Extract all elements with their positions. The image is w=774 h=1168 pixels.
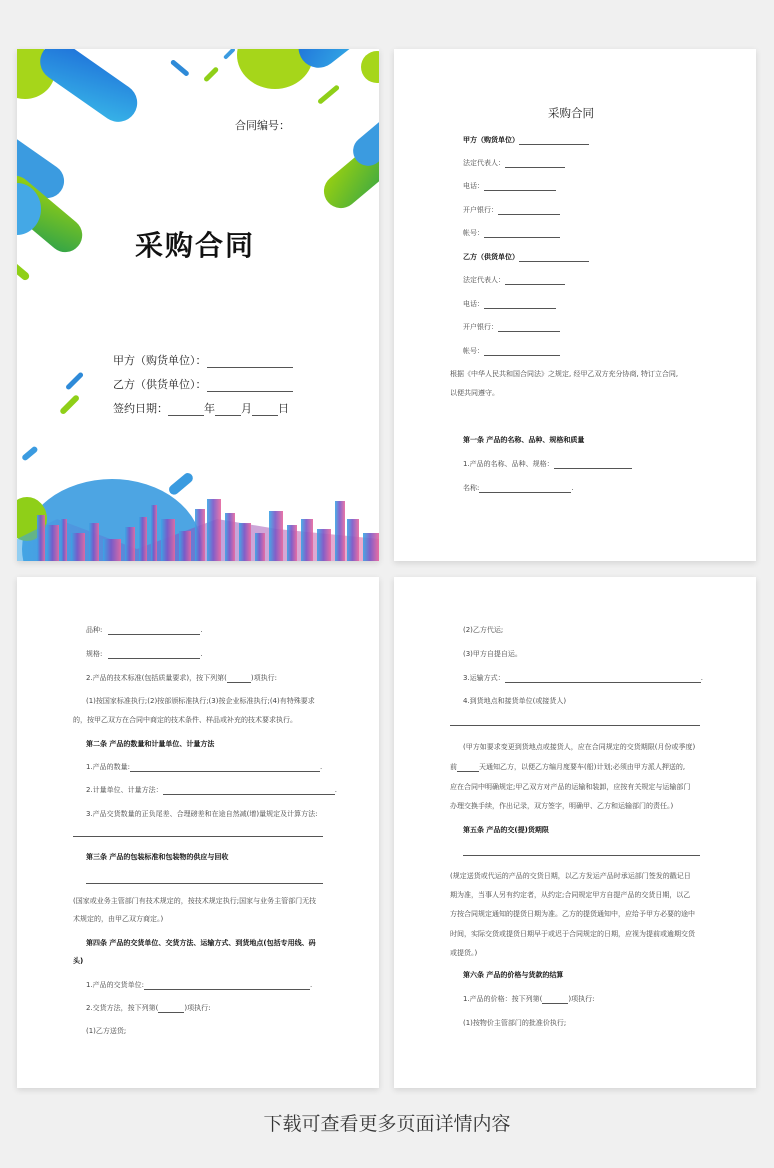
phone-b-label: 电话：: [463, 300, 484, 308]
article-1-name: 名称: .: [463, 484, 574, 492]
blank: [498, 206, 560, 215]
quantity-row: 1.产品的数量: .: [86, 763, 323, 771]
cover-page: [17, 49, 379, 561]
change-note-line-2: [450, 763, 685, 772]
intro-line-1: 根据《中华人民共和国合同法》之规定, 经甲乙双方充分协商, 特订立合同,: [450, 370, 679, 378]
contract-number-label: 合同编号：: [235, 119, 290, 132]
delivery-unit-label: 1.产品的交货单位:: [86, 981, 145, 989]
bank-b: [463, 323, 560, 332]
transport-label: 3.运输方式：: [463, 674, 505, 682]
change-note-line-1: (甲方如要求变更到货地点或接货人，应在合同规定的交货期限(月份或季度): [463, 743, 696, 751]
delivery-option-3: (3)甲方自提自运。: [463, 650, 522, 658]
doc-title: 采购合同: [548, 106, 594, 120]
account-a-label: 帐号：: [463, 229, 484, 237]
cover-title: 采购合同: [135, 229, 256, 262]
deadline-note-line-2: 期为准，当事人另有约定者，从约定;合同规定甲方自提产品的交货日期，以乙: [450, 891, 691, 899]
month-blank: [215, 404, 241, 416]
month-label: 月: [241, 402, 252, 415]
article-6-title: 第六条 产品的价格与货款的结算: [463, 971, 564, 979]
unit-row: 2.计量单位、计量方法： .: [86, 786, 337, 794]
blank: [130, 763, 320, 772]
delivery-method-end: )项执行:: [184, 1004, 211, 1012]
account-a: [463, 229, 560, 238]
article-1-item-1: [463, 460, 632, 469]
cover-party-a-field: [113, 352, 293, 368]
item2-label: 2.产品的技术标准(包括质量要求)，按下列第(: [86, 674, 227, 682]
article-4-title-line-2: 头): [73, 957, 84, 965]
phone-b: [463, 300, 556, 309]
destination-row: 4.到货地点和接货单位(或接货人): [463, 697, 567, 705]
blank: [484, 300, 556, 309]
deadline-note-line-1: (规定送货或代运的产品的交货日期，以乙方发运产品时承运部门签发的戳记日: [450, 872, 691, 880]
article-1-title: 第一条 产品的名称、品种、规格和质量: [463, 436, 585, 444]
delivery-option-2: (2)乙方代运;: [463, 626, 504, 634]
blank: [484, 347, 560, 356]
change-note-line-3: 应在合同中明确规定;甲乙双方对产品的运输和装卸，应按有关规定与运输部门: [450, 783, 691, 791]
art1-name-label: 名称:: [463, 484, 480, 492]
party-a-text: 甲方（购货单位）: [463, 136, 519, 144]
account-b-label: 帐号：: [463, 347, 484, 355]
party-b-heading: [463, 253, 589, 262]
phone-a-label: 电话：: [463, 182, 484, 190]
item2-end: )项执行:: [250, 674, 277, 682]
article-5-title: 第五条 产品的交(提)货期限: [463, 826, 549, 834]
price-label: 1.产品的价格：按下列第(: [463, 995, 543, 1003]
blank: [505, 159, 565, 168]
delivery-unit-row: 1.产品的交货单位: .: [86, 981, 313, 989]
year-label: 年: [204, 402, 215, 415]
intro-line-2: 以便共同遵守。: [450, 389, 499, 397]
blank: [505, 276, 565, 285]
cover-sign-date-field: [113, 400, 289, 416]
rep-b-label: 法定代表人：: [463, 276, 505, 284]
spec-row: 规格: .: [86, 650, 203, 658]
variety-label: 品种:: [86, 626, 103, 634]
tech-standard-row: [86, 674, 277, 683]
tech-options-line-1: (1)按国家标准执行;(2)按部颁标准执行;(3)按企业标准执行;(4)有特殊要求: [86, 697, 315, 705]
bank-a: [463, 206, 560, 215]
cover-party-b-field: [113, 376, 293, 392]
rep-b: [463, 276, 565, 285]
delivery-option-1: (1)乙方送货;: [86, 1027, 127, 1035]
party-a-heading: [463, 136, 589, 145]
deadline-note-line-3: 方按合同规定通知的提货日期为准。乙方的提货通知中，应给予甲方必要的途中: [450, 910, 695, 918]
blank: [144, 981, 310, 990]
blank-line: [73, 836, 323, 837]
price-row: [463, 995, 595, 1004]
tolerance-row: 3.产品交货数量的正负尾差、合理磅差和在途自然减(增)量规定及计算方法:: [86, 810, 318, 818]
blank: [498, 323, 560, 332]
party-b-label: 乙方（供货单位）：: [113, 378, 207, 391]
blank-line: [86, 883, 323, 884]
unit-label: 2.计量单位、计量方法：: [86, 786, 163, 794]
sign-date-label: 签约日期：: [113, 402, 168, 415]
blank-line: [450, 725, 700, 726]
packaging-note-line-2: 术规定的，由甲乙双方商定。): [73, 915, 164, 923]
blank: [479, 484, 571, 493]
blank: [227, 674, 251, 683]
deadline-note-line-4: 时间，实际交货或提货日期早于或迟于合同规定的日期，应视为提前或逾期交货: [450, 930, 695, 938]
rep-a: [463, 159, 565, 168]
blank: [158, 1004, 184, 1013]
transport-row: 3.运输方式： .: [463, 674, 703, 682]
article-2-title: 第二条 产品的数量和计量单位、计量方法: [86, 740, 215, 748]
spec-label: 规格:: [86, 650, 103, 658]
art1-item1-label: 1.产品的名称、品种、规格：: [463, 460, 554, 468]
contract-page-4: [394, 577, 756, 1088]
blank: [163, 786, 335, 795]
account-b: [463, 347, 560, 356]
price-end: )项执行:: [568, 995, 595, 1003]
contract-page-3: [17, 577, 379, 1088]
blank: [505, 674, 701, 683]
bank-a-label: 开户银行：: [463, 206, 498, 214]
year-blank: [168, 404, 204, 416]
day-label: 日: [278, 402, 289, 415]
phone-a: [463, 182, 556, 191]
packaging-note-line-1: (国家或业务主管部门有技术规定的，按技术规定执行;国家与业务主管部门无技: [73, 897, 317, 905]
blank: [108, 626, 200, 635]
blank: [519, 253, 589, 262]
blank: [457, 763, 479, 772]
quantity-label: 1.产品的数量:: [86, 763, 131, 771]
day-blank: [252, 404, 278, 416]
article-4-title-line-1: 第四条 产品的交货单位、交货方法、运输方式、到货地点(包括专用线、码: [86, 939, 316, 947]
contract-page-2: [394, 49, 756, 561]
bank-b-label: 开户银行：: [463, 323, 498, 331]
variety-row: 品种: .: [86, 626, 203, 634]
blank: [484, 182, 556, 191]
deadline-note-line-5: 或提货。): [450, 949, 478, 957]
blank: [484, 229, 560, 238]
article-3-title: 第三条 产品的包装标准和包装物的供应与回收: [86, 853, 229, 861]
blank: [554, 460, 632, 469]
price-option-1: (1)按物价主管部门的批准价执行;: [463, 1019, 567, 1027]
note-prefix: 前: [450, 763, 457, 771]
download-more-caption[interactable]: 下载可查看更多页面详情内容: [263, 1113, 511, 1135]
change-note-line-4: 办理交换手续，作出记录，双方签字，明确甲、乙方和运输部门的责任。): [450, 802, 674, 810]
blank-line: [463, 855, 700, 856]
party-a-label: 甲方（购货单位）：: [113, 354, 207, 367]
delivery-method-row: [86, 1004, 211, 1013]
party-a-blank: [207, 356, 293, 368]
cover-decoration: [17, 49, 379, 561]
blank: [542, 995, 568, 1004]
blank: [108, 650, 200, 659]
party-b-text: 乙方（供货单位）: [463, 253, 519, 261]
blank: [519, 136, 589, 145]
note-rest: 天通知乙方，以便乙方编月度要车(船)计划;必须由甲方派人押送的,: [479, 763, 686, 771]
party-b-blank: [207, 380, 293, 392]
tech-options-line-2: 的，按甲乙双方在合同中商定的技术条件、样品或补充的技术要求执行。: [73, 716, 297, 724]
delivery-method-label: 2.交货方法，按下列第(: [86, 1004, 159, 1012]
rep-a-label: 法定代表人：: [463, 159, 505, 167]
